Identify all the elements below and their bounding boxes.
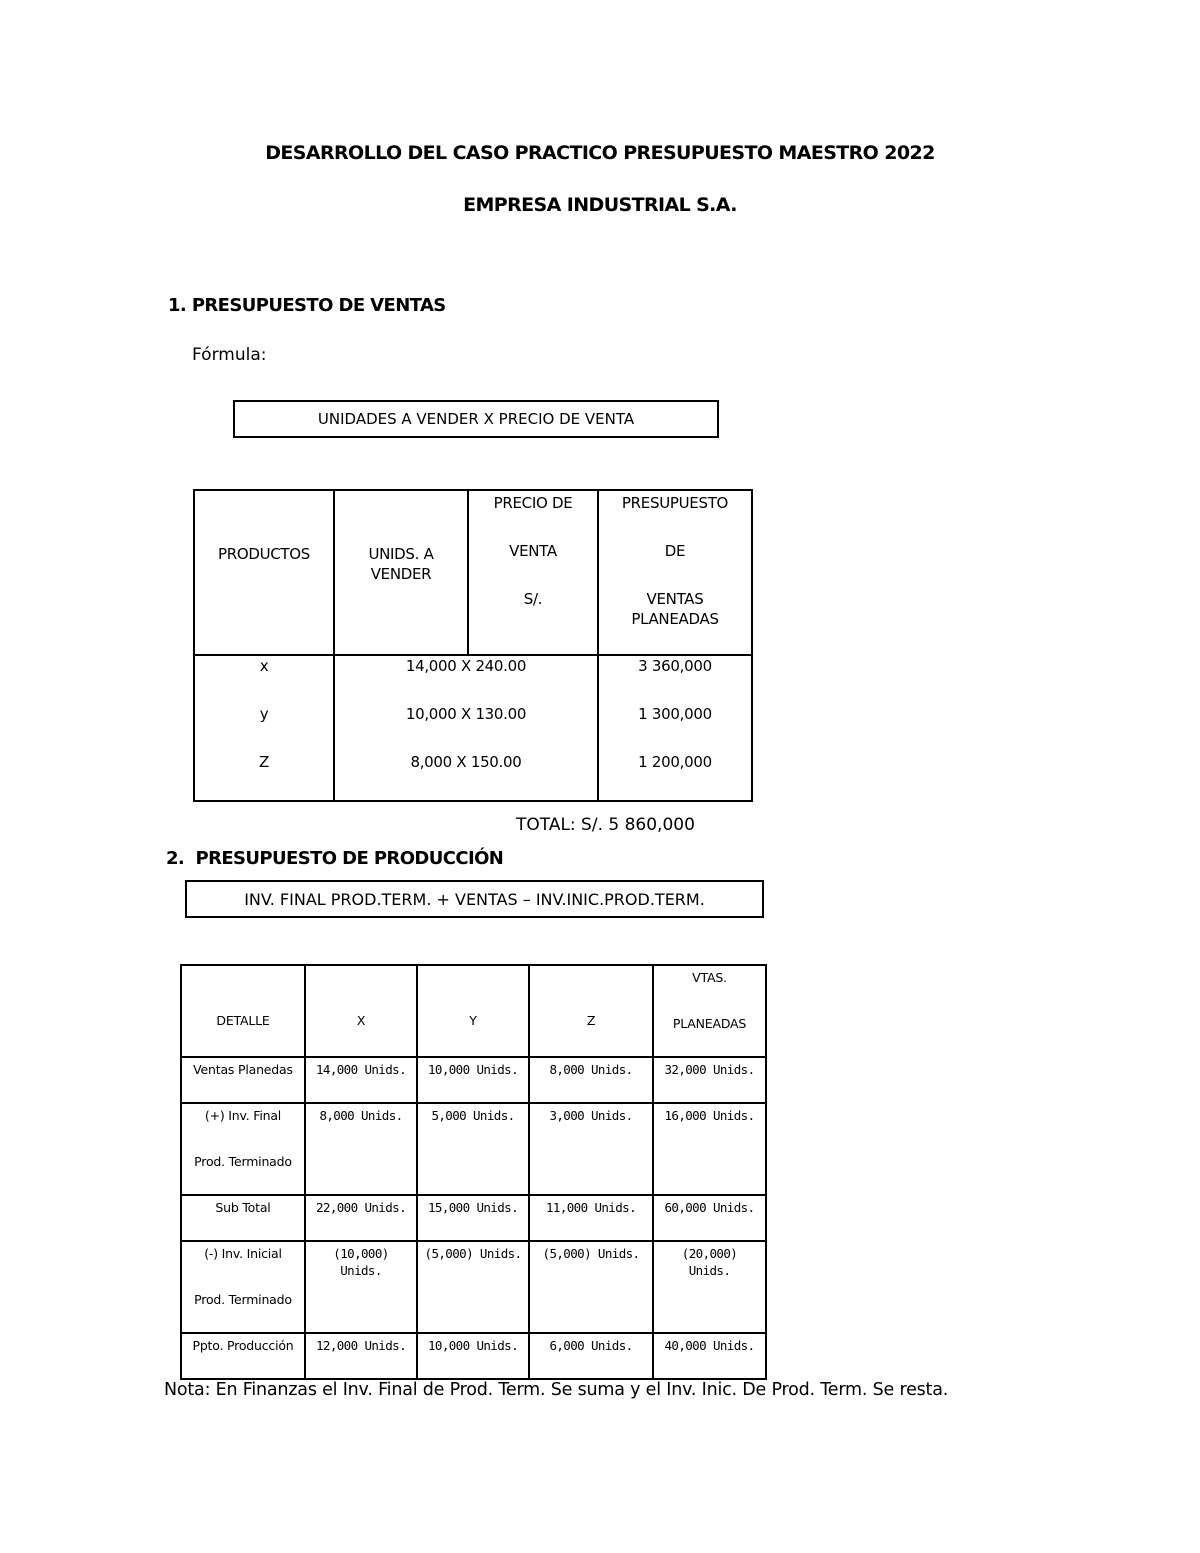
product-cell: x <box>259 657 269 675</box>
sales-total: TOTAL: S/. 5 860,000 <box>516 815 695 835</box>
cell-x: 14,000 Unids. <box>305 1057 417 1103</box>
cell-x: 22,000 Unids. <box>305 1195 417 1241</box>
products-column <box>194 655 334 801</box>
cell-z: 3,000 Unids. <box>529 1103 653 1195</box>
row-label: (-) Inv. Inicial Prod. Terminado <box>181 1241 305 1333</box>
section2-heading: 2. PRESUPUESTO DE PRODUCCIÓN <box>166 848 504 869</box>
row-label: Ppto. Producción <box>181 1333 305 1379</box>
document-title: DESARROLLO DEL CASO PRACTICO PRESUPUESTO MAESTRO 2022 <box>265 142 935 164</box>
calc-cell: 14,000 X 240.00 <box>405 657 527 675</box>
cell-z: 8,000 Unids. <box>529 1057 653 1103</box>
calc-column <box>334 655 598 801</box>
cell-total: (20,000) Unids. <box>653 1241 766 1333</box>
cell-z: 6,000 Unids. <box>529 1333 653 1379</box>
cell-y: (5,000) Unids. <box>417 1241 529 1333</box>
header-presupuesto: PRESUPUESTO DE VENTAS PLANEADAS <box>598 490 752 655</box>
table-header-row <box>181 965 766 1057</box>
total-cell: 3 360,000 <box>638 657 712 675</box>
production-note: Nota: En Finanzas el Inv. Final de Prod. Term. Se suma y el Inv. Inic. De Prod. Term. Se resta. <box>164 1380 949 1400</box>
product-cell: Z <box>259 753 269 771</box>
cell-x: (10,000) Unids. <box>305 1241 417 1333</box>
product-cell: y <box>259 705 269 723</box>
header-productos: PRODUCTOS <box>194 490 334 655</box>
cell-y: 10,000 Unids. <box>417 1333 529 1379</box>
company-name: EMPRESA INDUSTRIAL S.A. <box>463 194 737 216</box>
cell-x: 12,000 Unids. <box>305 1333 417 1379</box>
table-row <box>181 1057 766 1103</box>
formula-label: Fórmula: <box>192 345 267 365</box>
row-label: Sub Total <box>181 1195 305 1241</box>
row-label: Ventas Planedas <box>181 1057 305 1103</box>
calc-cell: 10,000 X 130.00 <box>405 705 527 723</box>
table-row <box>181 1103 766 1195</box>
production-formula-box <box>185 880 764 918</box>
cell-x: 8,000 Unids. <box>305 1103 417 1195</box>
table-body-row <box>194 655 752 801</box>
table-header-row <box>194 490 752 655</box>
header-x: X <box>305 965 417 1057</box>
production-budget-table <box>180 964 767 1380</box>
sales-budget-table <box>193 489 753 802</box>
cell-total: 16,000 Unids. <box>653 1103 766 1195</box>
header-detalle: DETALLE <box>181 965 305 1057</box>
cell-z: 11,000 Unids. <box>529 1195 653 1241</box>
production-formula: INV. FINAL PROD.TERM. + VENTAS – INV.INIC.PROD.TERM. <box>244 889 705 909</box>
cell-total: 60,000 Unids. <box>653 1195 766 1241</box>
header-precio: PRECIO DE VENTA S/. <box>468 490 598 655</box>
section1-heading: 1. PRESUPUESTO DE VENTAS <box>168 295 446 316</box>
sales-formula: UNIDADES A VENDER X PRECIO DE VENTA <box>317 410 635 428</box>
total-cell: 1 200,000 <box>638 753 712 771</box>
header-y: Y <box>417 965 529 1057</box>
cell-y: 15,000 Unids. <box>417 1195 529 1241</box>
table-row <box>181 1241 766 1333</box>
sales-formula-box <box>233 400 719 438</box>
table-row <box>181 1195 766 1241</box>
cell-total: 32,000 Unids. <box>653 1057 766 1103</box>
cell-y: 10,000 Unids. <box>417 1057 529 1103</box>
header-z: Z <box>529 965 653 1057</box>
cell-z: (5,000) Unids. <box>529 1241 653 1333</box>
calc-cell: 8,000 X 150.00 <box>410 753 522 771</box>
total-column <box>598 655 752 801</box>
header-unids: UNIDS. A VENDER <box>334 490 468 655</box>
cell-y: 5,000 Unids. <box>417 1103 529 1195</box>
header-vtas-planeadas: VTAS. PLANEADAS <box>653 965 766 1057</box>
table-row <box>181 1333 766 1379</box>
row-label: (+) Inv. Final Prod. Terminado <box>181 1103 305 1195</box>
total-cell: 1 300,000 <box>638 705 712 723</box>
cell-total: 40,000 Unids. <box>653 1333 766 1379</box>
